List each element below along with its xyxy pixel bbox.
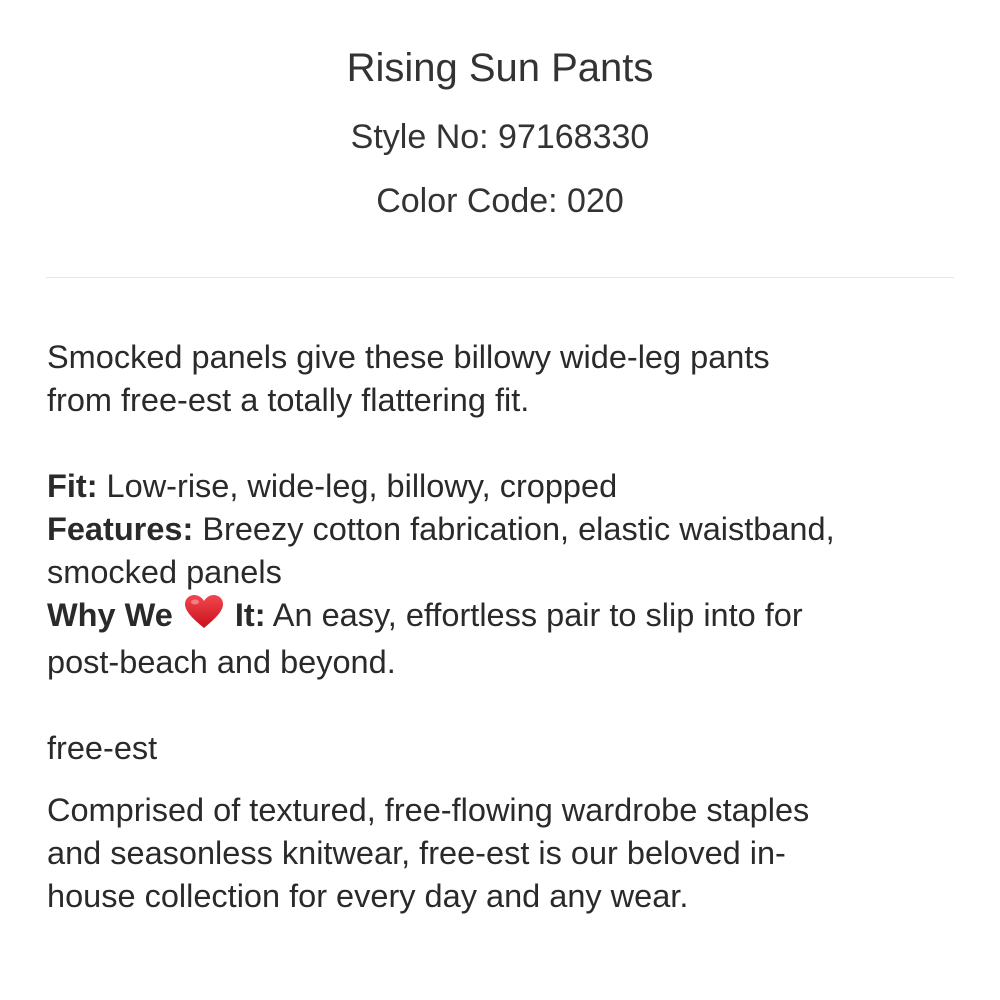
fit-value: Low-rise, wide-leg, billowy, cropped [97, 468, 618, 504]
features-value-cont: smocked panels [47, 554, 282, 590]
why-label-post: It: [234, 597, 266, 633]
heart-icon [184, 594, 224, 641]
why-value: An easy, effortless pair to slip into for [265, 597, 803, 633]
brand-desc-line: house collection for every day and any wear. [47, 878, 689, 914]
product-description [47, 336, 967, 684]
why-label-pre: Why We [47, 597, 173, 633]
style-number: Style No: 97168330 [350, 118, 650, 156]
brand-desc-line: and seasonless knitwear, free-est is our beloved in- [47, 835, 786, 871]
brand-desc-line: Comprised of textured, free-flowing wardrobe staples [47, 792, 810, 828]
fit-label: Fit: [47, 468, 98, 504]
product-title: Rising Sun Pants [346, 46, 654, 90]
brand-description [47, 789, 967, 918]
intro-line: from free-est a totally flattering fit. [47, 382, 530, 418]
features-label: Features: [47, 511, 194, 547]
why-value-cont: post-beach and beyond. [47, 644, 396, 680]
brand-name: free-est [47, 730, 158, 766]
features-row [47, 508, 967, 551]
why-row [47, 594, 967, 641]
intro-line: Smocked panels give these billowy wide-leg pants [47, 339, 770, 375]
divider [46, 277, 954, 278]
features-value: Breezy cotton fabrication, elastic waistband, [193, 511, 835, 547]
fit-row [47, 465, 967, 508]
color-code: Color Code: 020 [376, 182, 624, 220]
